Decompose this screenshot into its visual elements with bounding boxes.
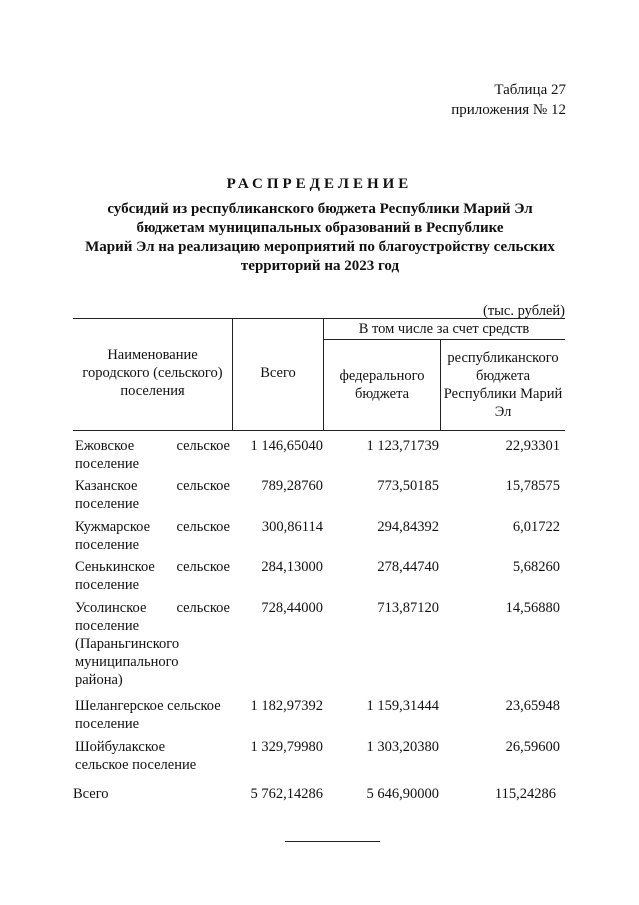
table-top-border bbox=[73, 318, 565, 319]
settlement-name bbox=[75, 518, 230, 554]
header-federal: федерального бюджета bbox=[339, 368, 425, 402]
closing-line bbox=[285, 841, 380, 842]
subtitle-line: территорий на 2023 год bbox=[240, 258, 400, 274]
settlement-name bbox=[75, 738, 230, 774]
settlement-name-word: сельское bbox=[176, 600, 230, 616]
settlement-name bbox=[75, 558, 230, 594]
settlement-name bbox=[75, 697, 230, 733]
settlement-name-line bbox=[75, 617, 230, 635]
settlement-name-word: Шойбулакское bbox=[75, 739, 166, 755]
settlement-name bbox=[75, 599, 230, 689]
settlement-name-word: сельское поселение bbox=[75, 757, 197, 773]
row-republic: 5,68260 bbox=[512, 559, 560, 575]
row-total: 1 146,65040 bbox=[250, 438, 323, 454]
units-label: (тыс. рублей) bbox=[483, 303, 565, 319]
row-republic: 23,65948 bbox=[505, 698, 560, 714]
header-name: Наименование городского (сельского) поселения bbox=[82, 347, 223, 399]
document-subtitle bbox=[70, 200, 570, 276]
settlement-name-word: Усолинское bbox=[75, 600, 147, 616]
settlement-name bbox=[75, 437, 230, 473]
subtitle-line: бюджетам муниципальных образований в Республике bbox=[136, 220, 504, 236]
row-federal: 278,44740 bbox=[377, 559, 439, 575]
subtitle-line: Марий Эл на реализацию мероприятий по благоустройству сельских bbox=[85, 239, 555, 255]
settlement-name-word: поселение bbox=[75, 456, 140, 472]
settlement-name-word: поселение bbox=[75, 537, 140, 553]
row-total: 789,28760 bbox=[261, 478, 323, 494]
settlement-name-word: Ежовское bbox=[75, 438, 135, 454]
settlement-name-word: сельское bbox=[176, 519, 230, 535]
settlement-name-word: поселение bbox=[75, 577, 140, 593]
row-total: 300,86114 bbox=[261, 519, 323, 535]
subtitle-line: субсидий из республиканского бюджета Республики Марий Эл bbox=[107, 201, 533, 217]
row-total: 284,13000 bbox=[261, 559, 323, 575]
row-republic: 6,01722 bbox=[512, 519, 560, 535]
header-bottom-border bbox=[73, 430, 565, 431]
annex-appendix-number: приложения № 12 bbox=[451, 102, 566, 118]
header-column-divider bbox=[440, 339, 441, 430]
row-republic: 22,93301 bbox=[505, 438, 560, 454]
total-federal: 5 646,90000 bbox=[366, 786, 439, 802]
settlement-name-line bbox=[75, 715, 230, 733]
settlement-name-line bbox=[75, 738, 230, 756]
settlement-name-line bbox=[75, 437, 230, 455]
document-title: РАСПРЕДЕЛЕНИЕ bbox=[226, 176, 413, 192]
settlement-name-line bbox=[75, 455, 230, 473]
settlement-name-word: (Параньгинского bbox=[75, 636, 180, 652]
settlement-name-line bbox=[75, 653, 230, 671]
settlement-name-word: поселение bbox=[75, 496, 140, 512]
annex-reference bbox=[451, 80, 566, 120]
row-federal: 294,84392 bbox=[377, 519, 439, 535]
row-federal: 773,50185 bbox=[377, 478, 439, 494]
row-total: 1 182,97392 bbox=[250, 698, 323, 714]
settlement-name-word: района) bbox=[75, 672, 123, 688]
row-federal: 1 123,71739 bbox=[366, 438, 439, 454]
annex-table-number: Таблица 27 bbox=[494, 82, 566, 98]
total-label: Всего bbox=[73, 786, 109, 802]
settlement-name-word: Сенькинское bbox=[75, 559, 155, 575]
row-total: 1 329,79980 bbox=[250, 739, 323, 755]
header-subdivider bbox=[323, 339, 565, 340]
settlement-name-word: муниципального bbox=[75, 654, 179, 670]
settlement-name-word: поселение bbox=[75, 716, 140, 732]
header-total: Всего bbox=[260, 365, 296, 381]
settlement-name-line bbox=[75, 495, 230, 513]
settlement-name-line bbox=[75, 536, 230, 554]
settlement-name-line bbox=[75, 599, 230, 617]
settlement-name-line bbox=[75, 558, 230, 576]
settlement-name-line bbox=[75, 635, 230, 653]
row-federal: 1 159,31444 bbox=[366, 698, 439, 714]
total-republic: 115,24286 bbox=[494, 786, 556, 802]
settlement-name-word: Кужмарское bbox=[75, 519, 151, 535]
row-republic: 26,59600 bbox=[505, 739, 560, 755]
settlement-name-word: Шелангерское сельское bbox=[75, 698, 221, 714]
row-federal: 1 303,20380 bbox=[366, 739, 439, 755]
settlement-name-word: сельское bbox=[176, 438, 230, 454]
settlement-name-line bbox=[75, 697, 230, 715]
header-including: В том числе за счет средств bbox=[358, 321, 530, 337]
row-republic: 15,78575 bbox=[505, 478, 560, 494]
total-sum: 5 762,14286 bbox=[250, 786, 323, 802]
settlement-name bbox=[75, 477, 230, 513]
settlement-name-line bbox=[75, 671, 230, 689]
settlement-name-line bbox=[75, 518, 230, 536]
header-republic: республиканского бюджета Республики Марий Эл bbox=[443, 350, 563, 420]
settlement-name-line bbox=[75, 576, 230, 594]
row-federal: 713,87120 bbox=[377, 600, 439, 616]
settlement-name-line bbox=[75, 477, 230, 495]
settlement-name-line bbox=[75, 756, 230, 774]
settlement-name-word: поселение bbox=[75, 618, 140, 634]
settlement-name-word: сельское bbox=[176, 559, 230, 575]
row-total: 728,44000 bbox=[261, 600, 323, 616]
row-republic: 14,56880 bbox=[505, 600, 560, 616]
settlement-name-word: сельское bbox=[176, 478, 230, 494]
settlement-name-word: Казанское bbox=[75, 478, 138, 494]
